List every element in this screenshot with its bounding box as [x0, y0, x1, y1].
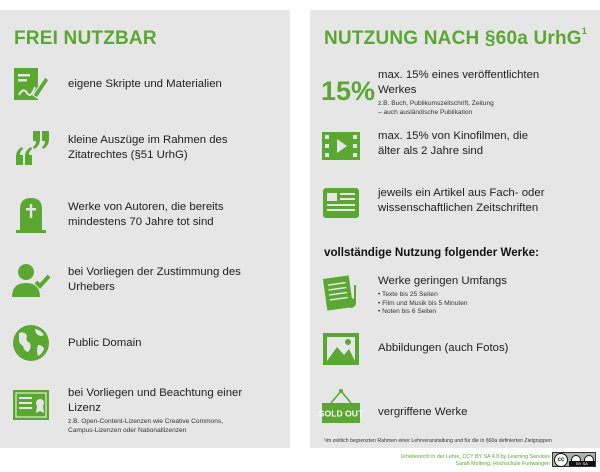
item-label: Abbildungen (auch Fotos) — [378, 342, 509, 354]
document-pen-icon — [10, 64, 52, 106]
sold-out-sign-icon — [320, 386, 362, 428]
license-strip: BY SA — [569, 461, 595, 466]
list-item — [320, 182, 595, 224]
left-panel — [0, 10, 290, 448]
list-item — [320, 66, 595, 117]
item-label: bei Vorliegen und Beachtung einer Lizenz — [68, 387, 243, 414]
newspaper-icon — [320, 182, 362, 224]
item-label: vergriffene Werke — [378, 406, 468, 418]
item-label: eigene Skripte und Materialien — [68, 78, 222, 90]
item-label: jeweils ein Artikel aus Fach- oder wissenschaftlichen Zeitschriften — [378, 187, 545, 214]
list-item — [320, 386, 595, 428]
percent-number: 15% — [321, 76, 376, 106]
quote-icon — [10, 127, 52, 169]
item-label: max. 15% eines veröffentlichten Werkes — [378, 69, 540, 96]
item-label: Public Domain — [68, 337, 142, 349]
list-item — [10, 384, 285, 435]
credit-text: Urheberecht in der Lehre, CCY BY SA 4.0 by Learning Services Sarah Molteng, Hochschule Furtwangen — [400, 454, 550, 467]
film-strip-icon — [320, 125, 362, 167]
section-title: vollständige Nutzung folgender Werke: — [324, 246, 539, 259]
list-item — [320, 272, 595, 317]
certificate-icon — [10, 384, 52, 426]
list-item — [320, 125, 595, 167]
user-check-icon — [10, 259, 52, 301]
list-item — [320, 328, 595, 370]
list-item — [10, 322, 285, 364]
percent-icon — [320, 66, 376, 108]
right-panel — [310, 10, 600, 448]
gravestone-icon — [10, 194, 52, 236]
item-sub: z.B. Open-Content-Lizenzen wie Creative Commons, Campus-Lizenzen oder Nationallizenzen — [68, 418, 224, 434]
left-heading: FREI NUTZBAR — [14, 28, 157, 49]
globe-icon — [10, 322, 52, 364]
item-sub: • Texte bis 25 Seiten • Film und Musik bis 5 Minuten • Noten bis 6 Seiten — [378, 291, 468, 316]
right-heading: NUTZUNG NACH §60a UrhG$^1$ — [324, 26, 587, 49]
list-item — [10, 259, 285, 301]
item-label: bei Vorliegen der Zustimmung des Urhebers — [68, 266, 241, 293]
footnote: ¹im zeitlich begrenzten Rahmen einer Lehrveranstaltung und für die in §60a definierten Zielgruppen — [324, 438, 552, 444]
item-label: Werke geringen Umfangs — [378, 275, 507, 287]
sheet-music-icon — [320, 272, 362, 314]
item-label: Werke von Autoren, die bereits mindestens 70 Jahre tot sind — [68, 201, 224, 228]
sold-out-text: SOLD OUT — [318, 408, 364, 419]
list-item — [10, 64, 285, 106]
list-item — [10, 194, 285, 236]
image-icon — [320, 328, 362, 370]
item-sub: z.B. Buch, Publikumszeitschrift, Zeitung – auch ausländische Publikation — [378, 100, 494, 116]
cc-license-badge[interactable] — [552, 452, 596, 467]
list-item — [10, 127, 285, 169]
cc-icon: cc — [554, 453, 568, 467]
item-label: kleine Auszüge im Rahmen des Zitatrechtes (§51 UrhG) — [68, 134, 228, 161]
item-label: max. 15% von Kinofilmen, die älter als 2 Jahre sind — [378, 130, 529, 157]
